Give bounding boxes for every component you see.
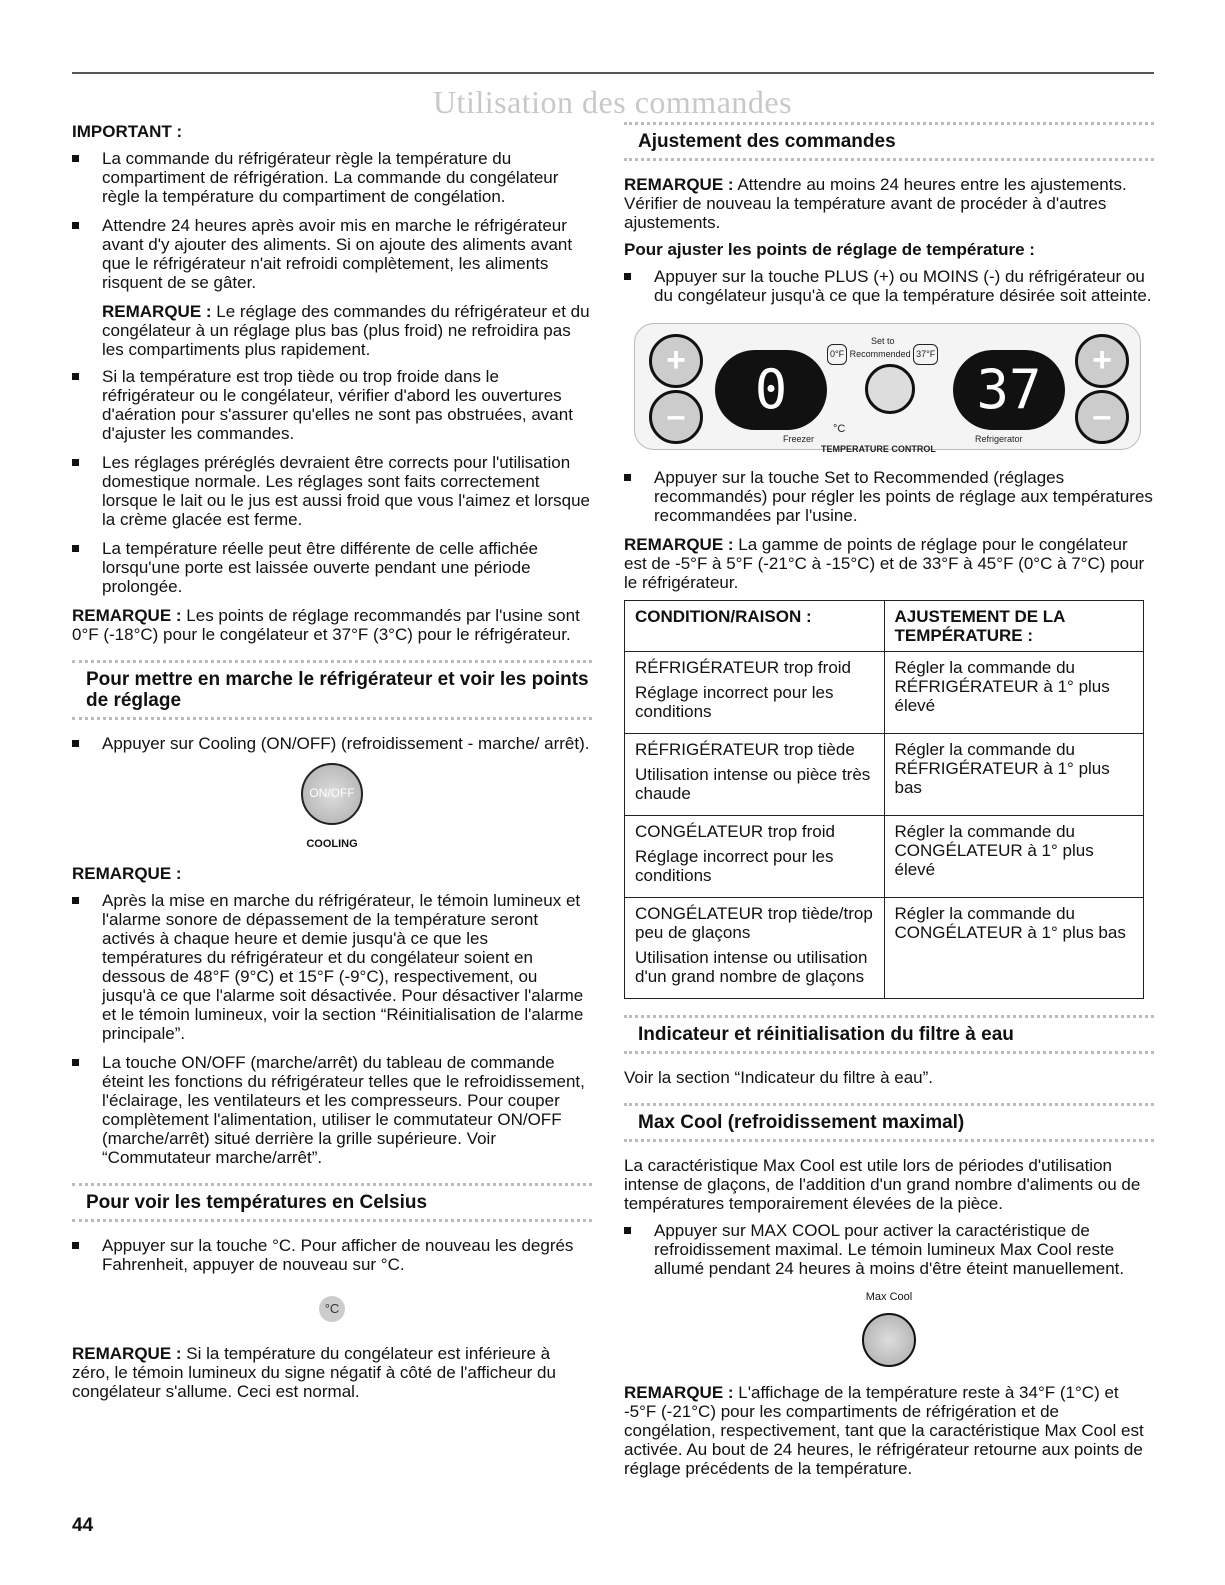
list-item: Attendre 24 heures après avoir mis en marche le réfrigérateur avant d'y ajouter des aliments. Si on ajoute des aliments avant que le réfrigérateur n'ait refroidi complètement, les aliments risquent de se gâter. — [72, 216, 592, 292]
temperature-control-label: TEMPERATURE CONTROL — [821, 444, 936, 454]
adjust-list — [624, 267, 1154, 305]
temperature-control-panel — [634, 323, 1141, 454]
note-label: REMARQUE : — [624, 1383, 734, 1402]
note-text: Les points de réglage recommandés par l'usine sont 0°F (-18°C) pour le congélateur et 37°F (3°C) pour le réfrigérateur. — [72, 606, 580, 644]
condition-text: CONGÉLATEUR trop froid — [635, 822, 835, 841]
note-label: REMARQUE : — [102, 302, 212, 321]
celsius-button[interactable]: °C — [833, 423, 846, 435]
reason-text: Utilisation intense ou utilisation d'un grand nombre de glaçons — [635, 948, 868, 986]
note-text: Attendre au moins 24 heures entre les ajustements. Vérifier de nouveau la température avant de procéder à d'autres ajustements. — [624, 175, 1127, 232]
condition-cell — [625, 816, 885, 898]
max-cool-list — [624, 1221, 1154, 1278]
adjustment-cell: Régler la commande du CONGÉLATEUR à 1° plus élevé — [884, 816, 1144, 898]
list-item: La température réelle peut être différente de celle affichée lorsqu'une porte est laissée ouverte pendant une période prolongée. — [72, 539, 592, 596]
section-heading-celsius: Pour voir les températures en Celsius — [72, 1183, 592, 1222]
page-title: Utilisation des commandes — [432, 84, 793, 120]
start-list — [72, 734, 592, 753]
note-text: Si la température du congélateur est inférieure à zéro, le témoin lumineux du signe négatif à côté de l'afficheur du congélateur s'allume. Ceci est normal. — [72, 1344, 556, 1401]
cooling-caption: COOLING — [306, 838, 358, 850]
adjustment-cell: Régler la commande du RÉFRIGÉRATEUR à 1° plus bas — [884, 734, 1144, 816]
celsius-button-icon[interactable]: °C — [319, 1296, 345, 1322]
condition-cell — [625, 652, 885, 734]
note-label: REMARQUE : — [624, 175, 734, 194]
refrigerator-display: 37 — [953, 350, 1065, 430]
table-row — [625, 734, 1144, 816]
adjust-subheading: Pour ajuster les points de réglage de température : — [624, 240, 1035, 259]
note-heading: REMARQUE : — [72, 864, 182, 883]
note-paragraph — [624, 175, 1154, 232]
condition-cell — [625, 734, 885, 816]
section-heading-max-cool: Max Cool (refroidissement maximal) — [624, 1103, 1154, 1142]
list-item: Appuyer sur MAX COOL pour activer la caractéristique de refroidissement maximal. Le témoin lumineux Max Cool reste allumé pendant 24 heures à moins d'être éteint manuellement. — [624, 1221, 1154, 1278]
condition-text: RÉFRIGÉRATEUR trop froid — [635, 658, 852, 677]
note-label: REMARQUE : — [72, 606, 182, 625]
celsius-list — [72, 1236, 592, 1274]
note-paragraph — [72, 1344, 592, 1401]
note-paragraph — [72, 606, 592, 644]
note-text: L'affichage de la température reste à 34°F (1°C) et -5°F (-21°C) pour les compartiments de réfrigération et de congélation, respectivement, tant que la caractéristique Max Cool est activée. Au bout de 24 heures, le réfrigérateur retourne aux points de réglage précédents de la température. — [624, 1383, 1144, 1478]
cooling-figure — [72, 763, 592, 854]
condition-cell — [625, 898, 885, 999]
note-text: La gamme de points de réglage pour le congélateur est de -5°F à 5°F (-21°C à -15°C) et de 33°F à 45°F (0°C à 7°C) pour le réfrigérateur. — [624, 535, 1145, 592]
section-heading-adjust: Ajustement des commandes — [624, 122, 1154, 161]
freezer-display: 0 — [715, 350, 827, 430]
top-rule — [72, 72, 1154, 74]
adjustment-table — [624, 600, 1144, 999]
list-item: La touche ON/OFF (marche/arrêt) du tableau de commande éteint les fonctions du réfrigérateur telles que le refroidissement, l'éclairage, les ventilateurs et les compresseurs. Pour couper complètement l'alimentation, utiliser le commutateur ON/OFF (marche/arrêt) situé derrière la grille supérieure. Voir “Commutateur marche/arrêt”. — [72, 1053, 592, 1167]
refrigerator-minus-button[interactable]: – — [1075, 390, 1129, 444]
note-label: REMARQUE : — [624, 535, 734, 554]
table-row — [625, 898, 1144, 999]
left-column — [72, 122, 592, 1409]
note-paragraph — [624, 535, 1154, 592]
list-item: Appuyer sur la touche °C. Pour afficher de nouveau les degrés Fahrenheit, appuyer de nouveau sur °C. — [72, 1236, 592, 1274]
set-to-label: Set to — [871, 336, 895, 346]
refrigerator-plus-button[interactable]: + — [1075, 334, 1129, 388]
refrigerator-label: Refrigerator — [975, 434, 1023, 444]
recommended-label: Recommended — [849, 349, 911, 359]
on-off-text: ON/OFF — [309, 786, 355, 800]
freezer-plus-button[interactable]: + — [649, 334, 703, 388]
right-column — [624, 122, 1154, 1486]
max-cool-text: La caractéristique Max Cool est utile lors de périodes d'utilisation intense de glaçons, de l'addition d'un grand nombre d'aliments ou de températures temporairement élevées de la pièce. — [624, 1156, 1141, 1213]
table-header: AJUSTEMENT DE LA TEMPÉRATURE : — [884, 601, 1144, 652]
important-label: IMPORTANT : — [72, 122, 183, 141]
table-header-row — [625, 601, 1144, 652]
note-text: Le réglage des commandes du réfrigérateur et du congélateur à un réglage plus bas (plus froid) ne refroidira pas les compartiments plus rapidement. — [102, 302, 590, 359]
section-heading-water-filter: Indicateur et réinitialisation du filtre à eau — [624, 1015, 1154, 1054]
section-heading-start-refrigerator: Pour mettre en marche le réfrigérateur et voir les points de réglage — [72, 660, 592, 720]
condition-text: RÉFRIGÉRATEUR trop tiède — [635, 740, 855, 759]
celsius-figure — [72, 1296, 592, 1322]
list-item: La commande du réfrigérateur règle la température du compartiment de réfrigération. La commande du congélateur règle la température du compartiment de congélation. — [72, 149, 592, 206]
reason-text: Utilisation intense ou pièce très chaude — [635, 765, 871, 803]
max-cool-figure — [624, 1288, 1154, 1371]
note-paragraph — [624, 1383, 1154, 1478]
set-to-recommended-button[interactable] — [865, 364, 915, 414]
list-item: Après la mise en marche du réfrigérateur, le témoin lumineux et l'alarme sonore de dépassement de la température seront activés à chaque heure et demie jusqu'à ce que les températures du réfrigérateur et du congélateur soient en dessous de 48°F (9°C) et 15°F (-9°C), respectivement, ou jusqu'à ce que l'alarme soit désactivée. Pour désactiver l'alarme et le témoin lumineux, voir la section “Réinitialisation de l'alarme principale”. — [72, 891, 592, 1043]
note-label: REMARQUE : — [72, 1344, 182, 1363]
reason-text: Réglage incorrect pour les conditions — [635, 683, 834, 721]
water-filter-text: Voir la section “Indicateur du filtre à eau”. — [624, 1068, 933, 1087]
max-cool-caption: Max Cool — [865, 1291, 913, 1303]
list-item: Appuyer sur la touche Set to Recommended (réglages recommandés) pour régler les points de réglage aux températures recommandées par l'usine. — [624, 468, 1154, 525]
list-item: Les réglages préréglés devraient être corrects pour l'utilisation domestique normale. Les réglages sont faits correctement lorsque le lait ou le jus est aussi froid que vous l'aimez et lorsque la crème glacée est ferme. — [72, 453, 592, 529]
list-item: Appuyer sur la touche PLUS (+) ou MOINS (-) du réfrigérateur ou du congélateur jusqu'à ce que la température désirée soit atteinte. — [624, 267, 1154, 305]
freezer-recommended-badge: 0°F — [827, 344, 847, 365]
table-row — [625, 816, 1144, 898]
freezer-label: Freezer — [783, 434, 815, 444]
cooling-on-off-button[interactable] — [301, 763, 363, 825]
important-list — [72, 149, 592, 292]
table-row — [625, 652, 1144, 734]
important-list-2 — [72, 367, 592, 596]
recommended-list — [624, 468, 1154, 525]
max-cool-button[interactable] — [862, 1313, 916, 1367]
recommended-row — [827, 344, 938, 365]
condition-text: CONGÉLATEUR trop tiède/trop peu de glaçons — [635, 904, 873, 942]
table-header: CONDITION/RAISON : — [625, 601, 885, 652]
freezer-minus-button[interactable]: – — [649, 390, 703, 444]
note-list — [72, 891, 592, 1167]
adjustment-cell: Régler la commande du CONGÉLATEUR à 1° plus bas — [884, 898, 1144, 999]
list-item: Si la température est trop tiède ou trop froide dans le réfrigérateur ou le congélateur, vérifier d'abord les ouvertures d'aération pour s'assurer qu'elles ne sont pas obstruées, avant d'ajuster les commandes. — [72, 367, 592, 443]
adjustment-cell: Régler la commande du RÉFRIGÉRATEUR à 1° plus élevé — [884, 652, 1144, 734]
page-number: 44 — [72, 1515, 94, 1536]
fridge-recommended-badge: 37°F — [913, 344, 938, 365]
note-paragraph — [72, 302, 592, 359]
list-item: Appuyer sur Cooling (ON/OFF) (refroidissement - marche/ arrêt). — [72, 734, 592, 753]
reason-text: Réglage incorrect pour les conditions — [635, 847, 834, 885]
